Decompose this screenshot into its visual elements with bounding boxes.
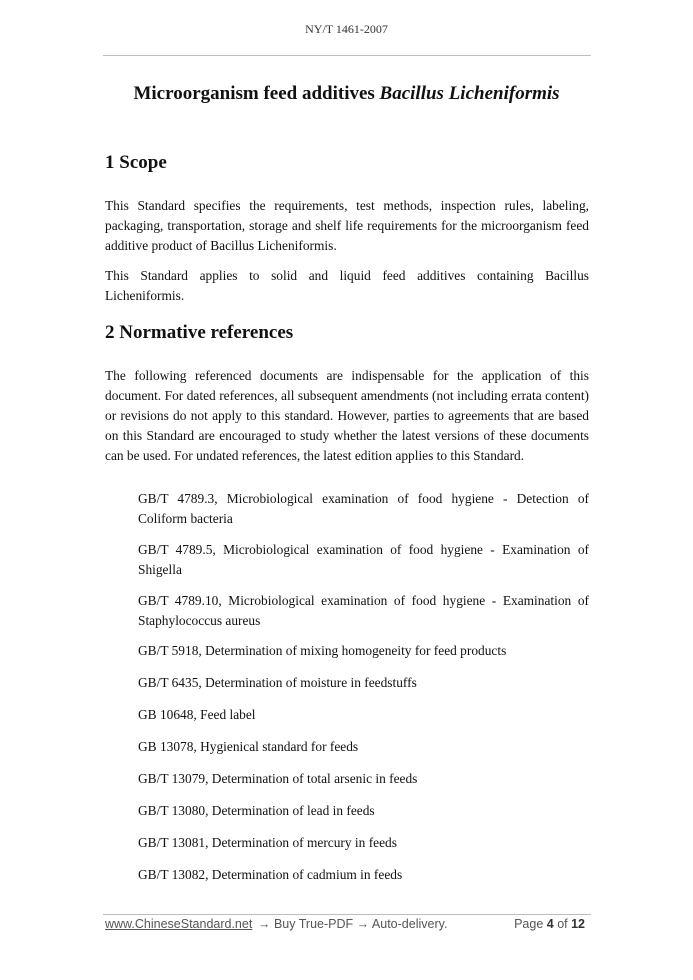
footer-site-link[interactable]: www.ChineseStandard.net xyxy=(105,917,253,931)
reference-item: GB/T 4789.10, Microbiological examination of food hygiene - Examination of Staphylococcus aureus xyxy=(138,593,589,628)
scope-paragraph-2: This Standard applies to solid and liquid feed additives containing Bacillus Licheniformis. xyxy=(105,268,589,303)
scope-paragraph-1: This Standard specifies the requirements, test methods, inspection rules, labeling, packaging, transportation, storage and shelf life requirements for the microorganism feed additive product of Bacillus Licheniformis. xyxy=(105,198,589,253)
footer-tagline: → Buy True-PDF → Auto-delivery. xyxy=(258,917,448,931)
of-word: of xyxy=(553,917,572,931)
page-number xyxy=(514,917,585,931)
reference-item: GB/T 6435, Determination of moisture in feedstuffs xyxy=(138,675,417,690)
page-word: Page xyxy=(514,917,547,931)
reference-item: GB/T 4789.3, Microbiological examination of food hygiene - Detection of Coliform bacteria xyxy=(138,491,589,526)
header-divider xyxy=(103,55,591,56)
reference-item: GB/T 13082, Determination of cadmium in feeds xyxy=(138,867,403,882)
current-page: 4 xyxy=(546,917,554,931)
footer-divider xyxy=(103,914,591,915)
title-main: Microorganism feed additives xyxy=(133,83,380,104)
title-italic: Bacillus Licheniformis xyxy=(379,83,560,104)
normative-references-paragraph: The following referenced documents are indispensable for the application of this document. For dated references, all subsequent amendments (not including errata content) or revisions do not apply to this standard. However, parties to agreements that are based on this Standard are encouraged to study whether the latest versions of these documents can be used. For undated references, the latest edition applies to this Standard. xyxy=(105,368,589,463)
reference-item: GB/T 13081, Determination of mercury in feeds xyxy=(138,835,397,850)
total-pages: 12 xyxy=(571,917,585,931)
reference-item: GB 10648, Feed label xyxy=(138,707,256,722)
page-header: NY/T 1461-2007 xyxy=(305,22,388,36)
section-heading-normative-references: 2 Normative references xyxy=(105,322,294,343)
reference-item: GB 13078, Hygienical standard for feeds xyxy=(138,739,359,754)
reference-item: GB/T 5918, Determination of mixing homogeneity for feed products xyxy=(138,643,507,658)
reference-item: GB/T 13080, Determination of lead in feeds xyxy=(138,803,375,818)
page-footer xyxy=(105,917,591,937)
document-title xyxy=(0,83,693,105)
reference-item: GB/T 13079, Determination of total arsenic in feeds xyxy=(138,771,418,786)
reference-item: GB/T 4789.5, Microbiological examination of food hygiene - Examination of Shigella xyxy=(138,542,589,577)
section-heading-scope: 1 Scope xyxy=(105,152,167,173)
